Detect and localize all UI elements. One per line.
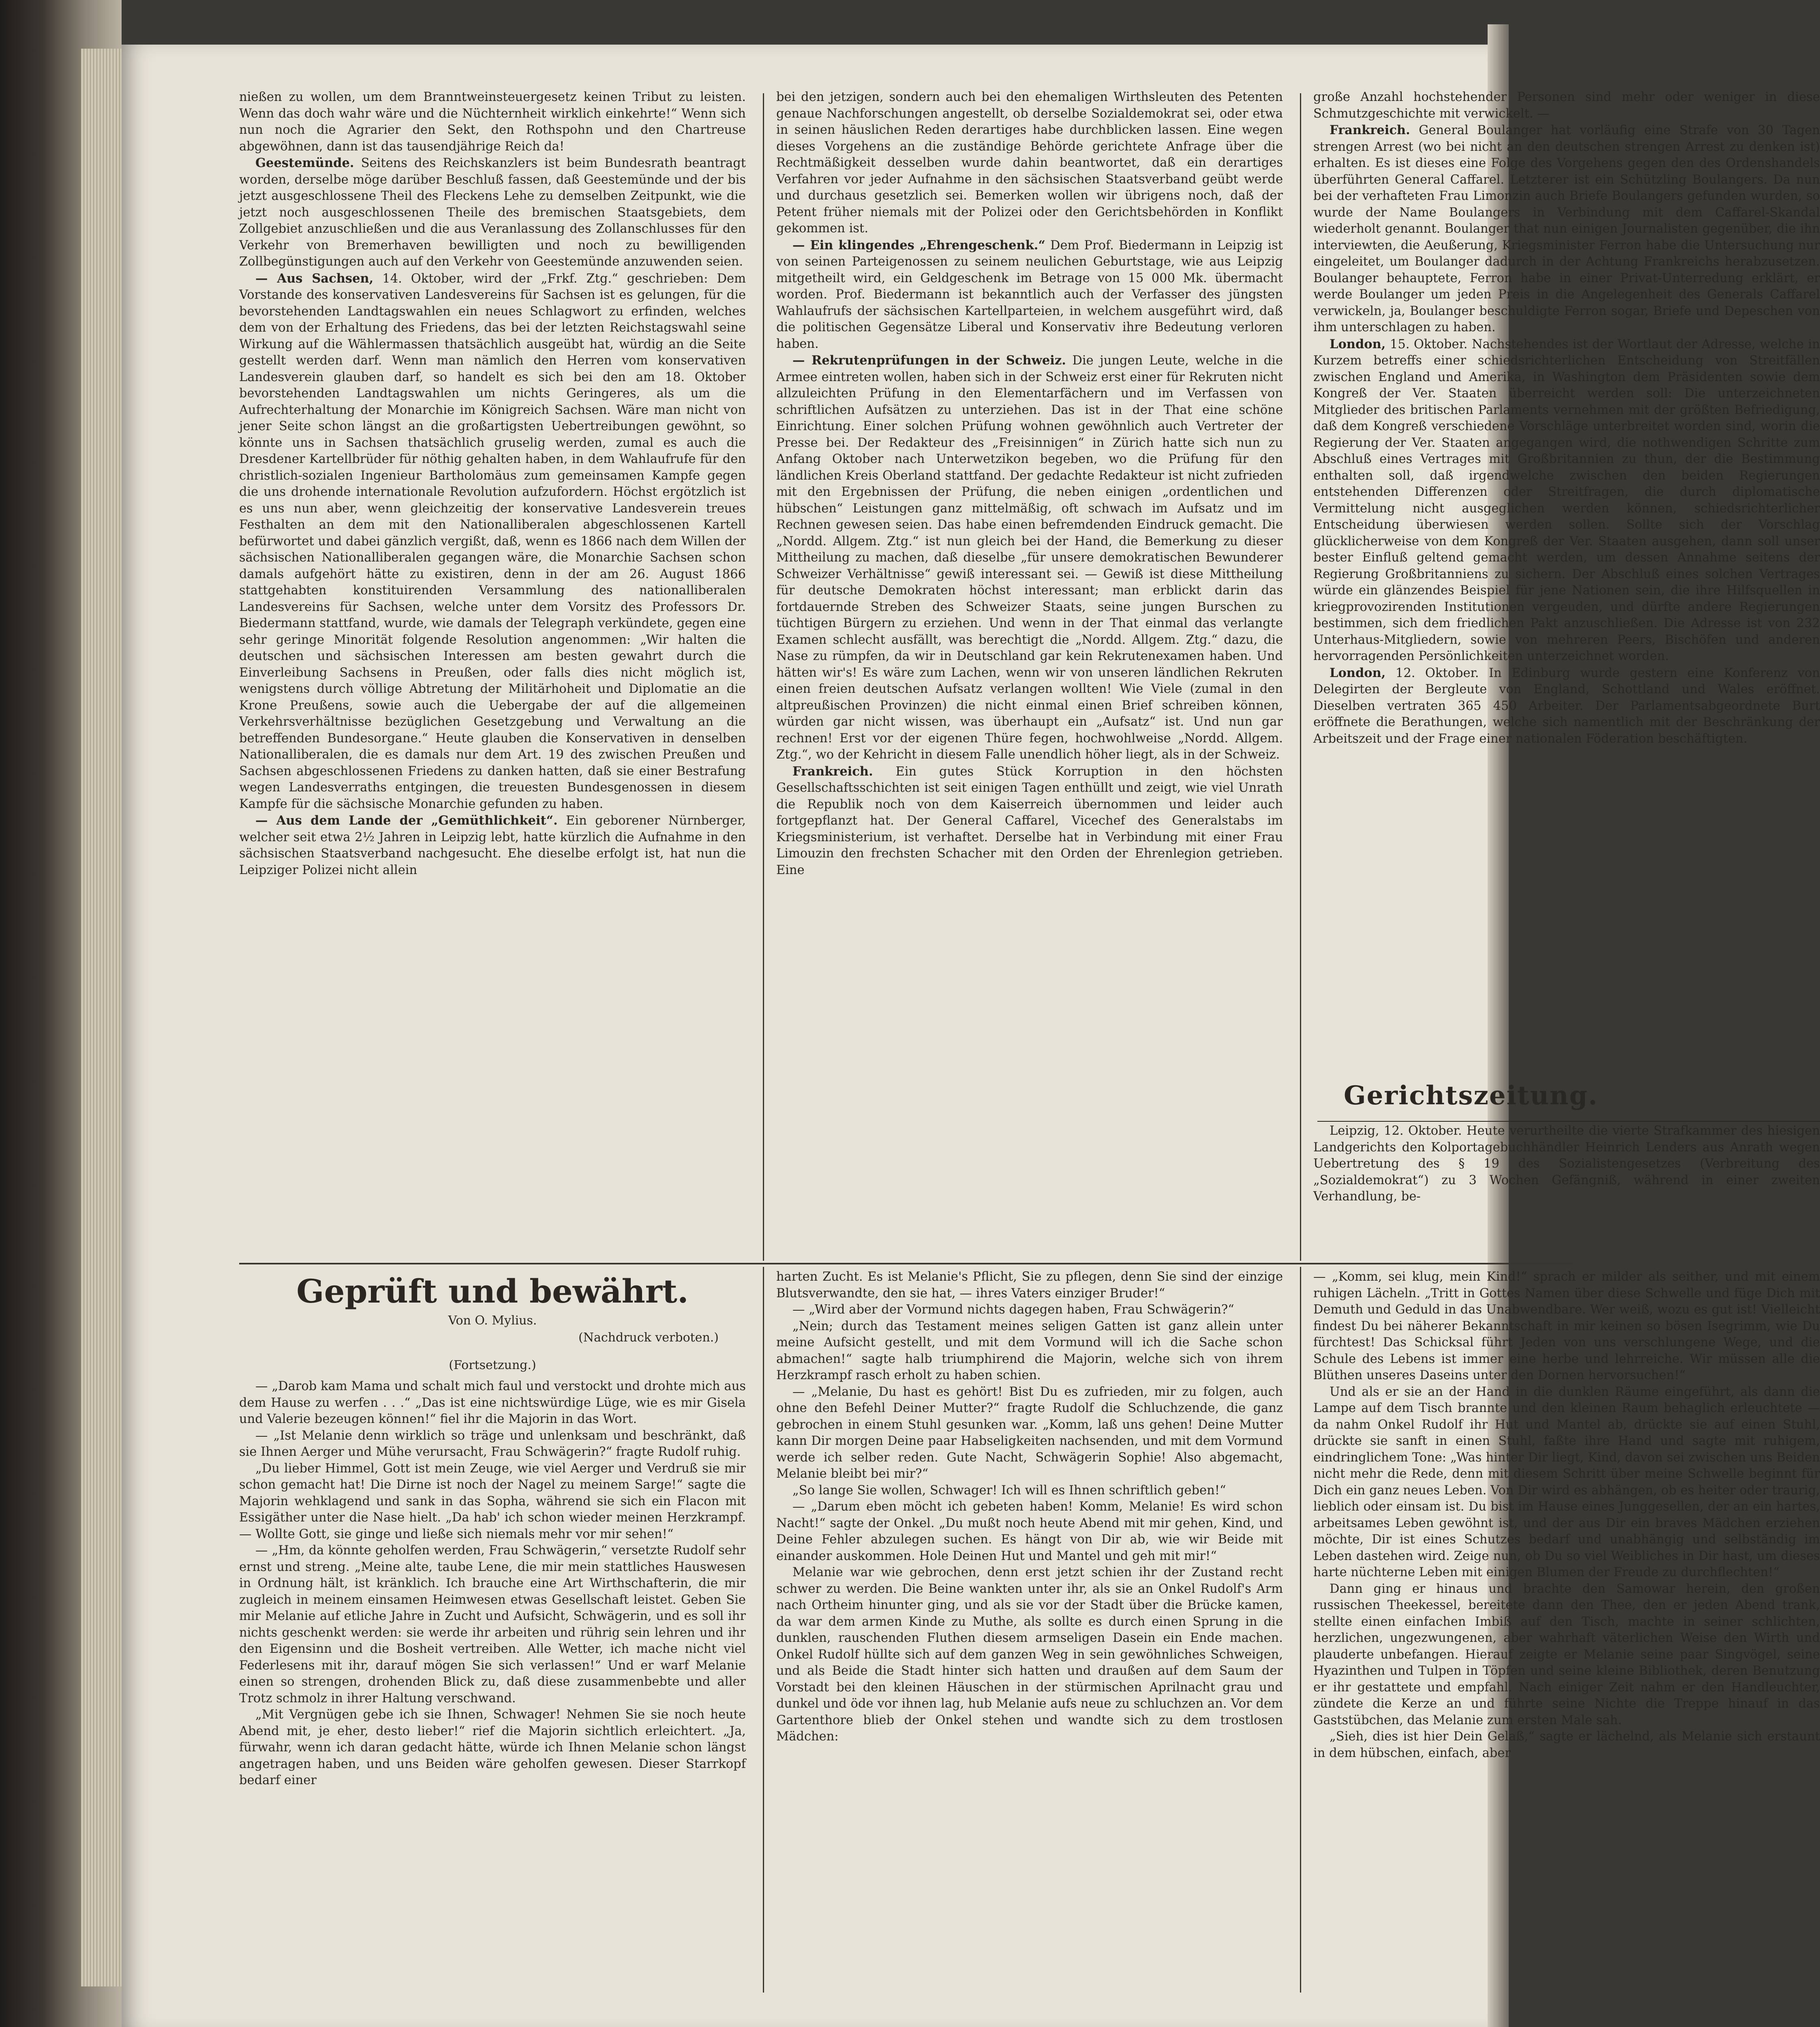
article-paragraph (1313, 89, 1820, 122)
story-column-3 (1313, 1269, 1820, 1991)
article-text: Seitens des Reichskanzlers ist beim Bundesrath beantragt worden, derselbe möge darüber Beschluß fassen, daß Geestemünde und der bis jetzt ausgeschlossene Theil des Fleckens Lehe zu demselben Zeitpunkt, wie die jetzt noch ausgeschlossenen Theile des bremischen Staatsgebiets, dem Zollgebiet anzuschließen und die aus Veranlassung des Zollanschlusses für den Verkehr von Bremerhaven bewilligten und noch zu bewilligenden Zollbegünstigungen auch auf den Verkehr von Geestemünde anzuwenden seien. (239, 156, 746, 269)
article-paragraph (776, 237, 1283, 353)
gerichtszeitung-text (1313, 1123, 1820, 1257)
article-paragraph (1313, 122, 1820, 336)
story-paragraph: Dann ging er hinaus und brachte den Samowar herein, den großen russischen Theekessel, bereitete dann den Thee, den er jeden Abend trank, stellte einen einfachen Imbiß auf den Tisch, machte in seiner schlichten, herzlichen, ungezwungenen, aber wahrhaft väterlichen Weise den Wirth und plauderte unbefangen. Hierauf zeigte er Melanie seine paar Singvögel, seine Hyazinthen und Tulpen in Töpfen und seine kleine Bibliothek, deren Benutzung er ihr gestattete und empfahl. Nach einiger Zeit nahm er den Handleuchter, zündete die Kerze an und führte seine Nichte die Treppe hinauf in das Gaststübchen, das Melanie zum ersten Male sah. (1313, 1581, 1820, 1727)
column-rule (1300, 1267, 1301, 1993)
article-text: nießen zu wollen, um dem Branntweinsteuergesetz keinen Tribut zu leisten. Wenn das doch wahr wäre und die Nüchternheit wirklich einkehrte!“ Wenn sich nun noch die Agrarier den Sekt, den Rothspohn und den Chartreuse abgewöhnen, dann ist das tausendjährige Reich da! (239, 90, 746, 154)
reprint-notice: (Nachdruck verboten.) (578, 1331, 719, 1345)
article-lead: — Rekrutenprüfungen in der Schweiz. (792, 353, 1066, 368)
gerichtszeitung-paragraph: Leipzig, 12. Oktober. Heute verurtheilte die vierte Strafkammer des hiesigen Landgerichts den Kolportagebuchhändler Heinrich Lenders aus Anrath wegen Uebertretung des § 19 des Sozialistengesetzes (Verbreitung des „Sozialdemokrat“) zu 3 Wochen Gefängniß, während in einer zweiten Verhandlung, be- (1313, 1124, 1820, 1204)
story-column-1 (239, 1378, 746, 1991)
story-paragraph: „Du lieber Himmel, Gott ist mein Zeuge, wie viel Aerger und Verdruß sie mir schon gemacht hat! Die Dirne ist noch der Nagel zu meinem Sarge!“ sagte die Majorin wehklagend und sank in das Sopha, während sie sich ein Flacon mit Essigäther unter die Nase hielt. „Da hab' ich schon wieder meinen Herzkrampf. — Wollte Gott, sie ginge und ließe sich niemals mehr vor mir sehen!“ (239, 1461, 746, 1541)
story-paragraph: — „Ist Melanie denn wirklich so träge und unlenksam und beschränkt, daß sie Ihnen Aerger und Mühe verursacht, Frau Schwägerin?“ fragte Rudolf ruhig. (239, 1428, 746, 1459)
story-paragraph: Und als er sie an der Hand in die dunklen Räume eingeführt, als dann die Lampe auf dem Tisch brannte und den kleinen Raum behaglich erleuchtete — da nahm Onkel Rudolf ihr Hut und Mantel ab, drückte sie auf einen Stuhl, drückte sie sanft in einen Stuhl, faßte ihre Hand und sagte mit ruhigem, eindringlichem Tone: „Was hinter Dir liegt, Kind, davon sei zwischen uns Beiden nicht mehr die Rede, denn mit diesem Schritt über meine Schwelle beginnt für Dich ein ganz neues Leben. Von Dir wird es abhängen, ob es heiter oder traurig, lieblich oder einsam ist. Du bist im Hause eines Junggesellen, der an ein hartes, arbeitsames Leben gewöhnt ist, und der aus Dir ein braves Mädchen erziehen möchte, Dir ist eines Schutzes bedarf und unabhängig und selbständig im Leben dastehen wird. Zeige nun, ob Du so viel Weibliches in Dir hast, um dieses harte nüchterne Leben mit einigen Blumen der Freude zu durchflechten!“ (1313, 1384, 1820, 1579)
top-column-2 (776, 89, 1283, 1257)
article-paragraph (776, 89, 1283, 237)
article-paragraph (239, 270, 746, 813)
article-paragraph (239, 89, 746, 155)
article-lead: — Aus dem Lande der „Gemüthlichkeit“. (255, 813, 558, 828)
story-paragraph: „Mit Vergnügen gebe ich sie Ihnen, Schwager! Nehmen Sie sie noch heute Abend mit, je eher, desto lieber!“ rief die Majorin sichtlich erleichtert. „Ja, fürwahr, wenn ich daran gedacht hätte, würde ich Ihnen Melanie schon längst angetragen haben, und uns Beiden wäre geholfen gewesen. Dieser Starrkopf bedarf einer (239, 1708, 746, 1787)
article-text: Dem Prof. Biedermann in Leipzig ist von seinen Parteigenossen zu seinem neulichen Geburtstage, wie aus Leipzig mitgetheilt wird, ein Geldgeschenk im Betrage von 15 000 Mk. übermacht worden. Prof. Biedermann ist bekanntlich auch der Verfasser des jüngsten Wahlaufrufs der sächsischen Kartellparteien, in welchem ausgeführt wird, daß die politischen Gegensätze Liberal und Konservativ ihre Bedeutung verloren haben. (776, 238, 1283, 351)
article-text: 15. Oktober. Nachstehendes ist der Wortlaut der Adresse, welche in Kurzem betreffs einer schiedsrichterlichen Entscheidung von Streitfällen zwischen England und Amerika, in Washington dem Präsidenten sowie dem Kongreß der Ver. Staaten überreicht werden soll: Die unterzeichneten Mitglieder des britischen Parlaments vernehmen mit der größten Befriedigung, daß dem Kongreß verschiedene Vorschläge unterbreitet worden sind, worin die Regierung der Ver. Staaten angegangen wird, die nothwendigen Schritte zum Abschluß eines Vertrages mit Großbritannien zu thun, der die Bestimmung enthalten soll, daß irgendwelche zwischen den beiden Regierungen entstehenden Differenzen oder Streitfragen, die durch diplomatische Vermittelung nicht ausgeglichen werden können, schiedsrichterlicher Entscheidung überwiesen werden sollen. Sollte sich der Vorschlag glücklicherweise von dem Kongreß der Ver. Staaten ausgehen, dann soll unser bester Einfluß geltend gemacht werden, um dessen Annahme seitens der Regierung Großbritanniens zu sichern. Der Abschluß eines solchen Vertrages würde ein glänzendes Beispiel für jene Nationen sein, die ihre Hilfsquellen in kriegprovozirenden Institutionen vergeuden, und dürfte andere Regierungen bestimmen, sich dem friedlichen Pakt anzuschließen. Die Adresse ist von 232 Unterhaus-Mitgliedern, sowie von mehreren Peers, Bischöfen und anderen hervorragenden Persönlichkeiten unterzeichnet worden. (1313, 337, 1820, 663)
article-paragraph (776, 352, 1283, 763)
article-paragraph (1313, 665, 1820, 748)
article-lead: London, (1330, 336, 1386, 351)
page-stack-edge (81, 49, 126, 1986)
article-lead: Frankreich. (792, 764, 873, 779)
story-byline: Von O. Mylius. (448, 1313, 537, 1328)
story-paragraph: — „Melanie, Du hast es gehört! Bist Du es zufrieden, mir zu folgen, auch ohne den Befehl Deiner Mutter?“ fragte Rudolf die Schluchzende, die ganz gebrochen in einem Stuhl gesunken war. „Komm, laß uns gehen! Deine Mutter kann Dir morgen Deine paar Habseligkeiten nachsenden, und mit dem Vormund werde ich selber reden. Gute Nacht, Schwägerin Sophie! Also abgemacht, Melanie bleibt bei mir?“ (776, 1384, 1283, 1481)
article-text: 12. Oktober. In Edinburg wurde gestern eine Konferenz von Delegirten der Bergleute von England, Schottland und Wales eröffnet. Dieselben vertraten 365 450 Arbeiter. Der Parlamentsabgeordnete Burt eröffnete die Berathungen, welche sich namentlich mit der Beschränkung der Arbeitszeit und der Frage einer nationalen Föderation beschäftigten. (1313, 666, 1820, 746)
story-paragraph: — „Wird aber der Vormund nichts dagegen haben, Frau Schwägerin?“ (792, 1303, 1234, 1317)
article-text: Die jungen Leute, welche in die Armee eintreten wollen, haben sich in der Schweiz erst einer für Rekruten nicht allzuleichten Prüfung in den Elementarfächern und im Verfassen von schriftlichen Aufsätzen zu unterziehen. Das ist in der That eine schöne Einrichtung. Einer solchen Prüfung wohnen gewöhnlich auch Vertreter der Presse bei. Der Redakteur des „Freisinnigen“ in Zürich hatte sich nun zu Anfang Oktober nach Unterwetzikon begeben, wo die Prüfung für den ländlichen Kreis Oberland stattfand. Der gedachte Redakteur ist nicht zufrieden mit den Ergebnissen der Prüfung, die neben einigen „ordentlichen und hübschen“ Leistungen ganz mittelmäßig, oft schwach im Aufsatz und im Rechnen gewesen seien. Das habe einen befremdenden Eindruck gemacht. Die „Nordd. Allgem. Ztg.“ ist nun gleich bei der Hand, die Bemerkung zu dieser Mittheilung zu machen, daß dieselbe „für unsere demokratischen Bewunderer Schweizer Verhältnisse“ gewiß interessant sei. — Gewiß ist diese Mittheilung für deutsche Demokraten höchst interessant; man erblickt darin das fortdauernde Streben des Schweizer Staats, seine jungen Burschen zu tüchtigen Bürgern zu erziehen. Und wenn in der That einmal das verlangte Examen schlecht ausfällt, was berechtigt die „Nordd. Allgem. Ztg.“ dazu, die Nase zu rümpfen, da wir in Deutschland gar kein Rekrutenexamen haben. Und hätten wir's! Es wäre zum Lachen, wenn wir von unseren ländlichen Rekruten einen freien deutschen Aufsatz verlangen wollten! Wie Viele (zumal in den altpreußischen Provinzen) die nicht einmal einen Brief schreiben können, würden gar nicht wissen, was überhaupt ein „Aufsatz“ ist. Und nun gar rechnen! Erst vor der eigenen Thüre fegen, hochwohlweise „Nordd. Allgem. Ztg.“, wo der Kehricht in diesem Falle unendlich höher liegt, als in der Schweiz. (776, 354, 1283, 762)
article-paragraph (239, 155, 746, 270)
article-lead: London, (1330, 665, 1386, 680)
column-rule (763, 1267, 764, 1993)
newspaper-page (122, 45, 1820, 2027)
article-text: Ein gutes Stück Korruption in den höchsten Gesellschaftsschichten ist seit einigen Tagen enthüllt und zeigt, wie viel Unrath die Republik noch von dem Kaiserreich übernommen und leider auch fortgepflanzt hat. Der General Caffarel, Vicechef des Generalstabs im Kriegsministerium, ist verhaftet. Derselbe hat in Verbindung mit einer Frau Limouzin den frechsten Schacher mit den Orden der Ehrenlegion getrieben. Eine (776, 764, 1283, 877)
continuation-note: (Fortsetzung.) (449, 1358, 536, 1372)
top-column-1 (239, 89, 746, 1257)
article-lead: Geestemünde. (255, 156, 354, 170)
story-paragraph: — „Darum eben möcht ich gebeten haben! Komm, Melanie! Es wird schon Nacht!“ sagte der Onkel. „Du mußt noch heute Abend mit mir gehen, Kind, und Deine Fehler abzulegen suchen. Es hängt von Dir ab, wie wir Beide mit einander auskommen. Hole Deinen Hut und Mantel und geh mit mir!“ (776, 1500, 1283, 1563)
article-lead: — Ein klingendes „Ehrengeschenk.“ (792, 238, 1045, 253)
gerichtszeitung-heading: Gerichtszeitung. (1344, 1080, 1598, 1111)
column-rule (763, 93, 764, 1261)
story-paragraph: — „Komm, sei klug, mein Kind!“ sprach er milder als seither, und mit einem ruhigen Lächeln. „Tritt in Gottes Namen über diese Schwelle und füge Dich mit Demuth und Geduld in das Unabwendbare. Wer weiß, wozu es gut ist! Vielleicht findest Du bei näherer Bekanntschaft in mir keinen so bösen Isegrimm, wie Du fürchtest! Das Schicksal führt Jeden von uns verschlungene Wege, und die Schule des Lebens ist immer eine herbe und lehrreiche. Wir müssen alle die Blüthen unseres Daseins unter den Dornen hervorsuchen!“ (1313, 1270, 1820, 1382)
story-paragraph: Melanie war wie gebrochen, denn erst jetzt schien ihr der Zustand recht schwer zu werden. Die Beine wankten unter ihr, als sie an Onkel Rudolf's Arm nach Ortheim hinunter ging, und als sie vor der Stadt über die Brücke kamen, da war dem armen Kinde zu Muthe, als sollte es durch einen Sprung in die dunklen, rauschenden Fluthen diesem armseligen Dasein ein Ende machen. Onkel Rudolf hüllte sich auf dem ganzen Weg in sein gewöhnliches Schweigen, und als Beide die Stadt hinter sich hatten und draußen auf dem Saum der Vorstadt bei den kleinen Häuschen in der stürmischen Aprilnacht grau und dunkel und öde vor ihnen lag, hub Melanie aufs neue zu schluchzen an. Vor dem Gartenthore blieb der Onkel stehen und wandte sich zu dem trostlosen Mädchen: (776, 1565, 1283, 1744)
article-text: 14. Oktober, wird der „Frkf. Ztg.“ geschrieben: Dem Vorstande des konservativen Landesvereins für Sachsen ist es gelungen, für die bevorstehenden Landtagswahlen ein neues Schlagwort zu erfinden, welches dem von der Erhaltung des Friedens, das bei der letzten Reichstagswahl seine Wirkung auf die Wählermassen thatsächlich ausgeübt hat, würdig an die Seite gestellt werden darf. Wenn man nämlich den Herren vom konservativen Landesverein glauben darf, so handelt es sich bei den am 18. Oktober bevorstehenden Landtagswahlen um nichts Geringeres, als um die Aufrechterhaltung der Monarchie im Königreich Sachsen. Wäre man nicht von jener Seite schon längst an die großartigsten Uebertreibungen gewöhnt, so könnte uns in Sachsen thatsächlich gruselig werden, zumal es auch die Dresdener Kartellbrüder für nöthig gehalten haben, in dem Wahlaufrufe für den christlich-sozialen Ingenieur Bartholomäus zum gemeinsamen Kampfe gegen die uns drohende internationale Revolution aufzufordern. Höchst ergötzlich ist es uns nun aber, wenn gleichzeitig der konservative Landesverein treues Festhalten an dem mit den Nationalliberalen abgeschlossenen Kartell befürwortet und dabei gänzlich vergißt, daß, wenn es 1866 nach dem Willen der sächsischen Nationalliberalen gegangen wäre, die Monarchie Sachsen schon damals aufgehört hätte zu existiren, denn in der am 26. August 1866 stattgehabten konstituirenden Versammlung des nationalliberalen Landesvereins für Sachsen, welche unter dem Vorsitz des Professors Dr. Biedermann stattfand, wurde, wie damals der Telegraph verkündete, gegen eine sehr geringe Minorität folgende Resolution angenommen: „Wir halten die deutschen und sächsischen Interessen am besten gewahrt durch die Einverleibung Sachsens in Preußen, oder falls dies nicht möglich ist, wenigstens durch völlige Abtretung der Militärhoheit und Diplomatie an die Krone Preußens, sowie auch die Uebergabe der auf die allgemeinen Verkehrsverhältnisse bezüglichen Gesetzgebung und Verwaltung an die betreffenden Bundesorgane.“ Heute glauben die Konservativen in denselben Nationalliberalen, die es damals nur dem Art. 19 des zwischen Preußen und Sachsen abgeschlossenen Friedens zu danken hatten, daß sie einer Bestrafung wegen Landesverraths entgingen, die treuesten Bundesgenossen in diesem Kampfe für die sächsische Monarchie gefunden zu haben. (239, 271, 746, 811)
article-text: General Boulanger hat vorläufig eine Strafe von 30 Tagen strengen Arrest (wo bei nicht an den deutschen strengen Arrest zu denken ist) erhalten. Es ist dieses eine Folge des Vorgehens gegen den des Ordenshandels überführten General Caffarel. Letzterer ist ein Schützling Boulangers. Da nun bei der verhafteten Frau Limonzin auch Briefe Boulangers gefunden wurden, so wurde der Name Boulangers in Verbindung mit dem Caffarel-Skandal wiederholt genannt. Boulanger that nun einigen Journalisten gegenüber, die ihn interviewten, die Aeußerung, Kriegsminister Ferron habe die Untersuchung nur eingeleitet, um Boulanger dadurch in der Achtung Frankreichs herabzusetzen. Boulanger behauptete, Ferron habe in einer Privat-Unterredung erklärt, er werde Boulanger um jeden Preis in die Angelegenheit des Generals Caffarel verwickeln, ja, Boulanger beschuldigte Ferron sogar, Briefe und Depeschen von ihm unterschlagen zu haben. (1313, 123, 1820, 334)
article-paragraph (1313, 336, 1820, 665)
article-lead: Frankreich. (1330, 123, 1410, 137)
article-paragraph (239, 812, 746, 879)
top-column-3 (1313, 89, 1820, 997)
article-text: Ein geborener Nürnberger, welcher seit etwa 2½ Jahren in Leipzig lebt, hatte kürzlich die Aufnahme in den sächsischen Staatsverband nachgesucht. Ehe dieselbe erfolgt ist, hat nun die Leipziger Polizei nicht allein (239, 814, 746, 877)
story-title: Geprüft und bewährt. (296, 1272, 689, 1310)
story-paragraph: — „Darob kam Mama und schalt mich faul und verstockt und drohte mich aus dem Hause zu werfen . . .“ „Das ist eine nichtswürdige Lüge, wie es mir Gisela und Valerie bezeugen können!“ fiel ihr die Majorin in das Wort. (239, 1379, 746, 1426)
story-paragraph: „Nein; durch das Testament meines seligen Gatten ist ganz allein unter meine Aufsicht gestellt, und mit dem Vormund will ich die Sache schon abmachen!“ sagte halb triumphirend die Majorin, welche sich von ihrem Herzkrampf rasch erholt zu haben schien. (776, 1319, 1283, 1382)
article-text: große Anzahl hochstehender Personen sind mehr oder weniger in diese Schmutzgeschichte mit verwickelt. — (1313, 90, 1820, 121)
article-text: bei den jetzigen, sondern auch bei den ehemaligen Wirthsleuten des Petenten genaue Nachforschungen angestellt, ob derselbe Sozialdemokrat sei, oder etwa in seinen häuslichen Reden derartiges habe durchblicken lassen. Eine wegen dieses Vorgehens an die zuständige Behörde gerichtete Anfrage über die Rechtmäßigkeit desselben wurde dahin beantwortet, daß ein derartiges Verfahren vor jeder Aufnahme in den sächsischen Staatsverband geübt werde und durchaus gesetzlich sei. Bemerken wollen wir übrigens noch, daß der Petent früher niemals mit der Polizei oder den Gerichtsbehörden in Konflikt gekommen ist. (776, 90, 1283, 236)
story-column-2 (776, 1269, 1283, 1991)
story-paragraph: harten Zucht. Es ist Melanie's Pflicht, Sie zu pflegen, denn Sie sind der einzige Blutsverwandte, den sie hat, — ihres Vaters einziger Bruder!“ (776, 1270, 1283, 1301)
column-rule (1300, 93, 1301, 1261)
story-paragraph: „So lange Sie wollen, Schwager! Ich will es Ihnen schriftlich geben!“ (792, 1483, 1226, 1498)
article-paragraph (776, 763, 1283, 879)
section-divider (239, 1263, 1573, 1264)
article-lead: — Aus Sachsen, (255, 271, 374, 286)
story-paragraph: — „Hm, da könnte geholfen werden, Frau Schwägerin,“ versetzte Rudolf sehr ernst und streng. „Meine alte, taube Lene, die mir mein stattliches Hauswesen in Ordnung hält, ist kränklich. Ich brauche eine Art Wirthschafterin, die mir zugleich in meinem einsamen Heimwesen etwas Gesellschaft leistet. Geben Sie mir Melanie auf etliche Jahre in Zucht und Aufsicht, Schwägerin, und es soll ihr nichts geschenkt werden: sie werde ihr arbeiten und rührig sein lehren und ihr den Eigensinn und die Bosheit vertreiben. Alle Wetter, ich mache nicht viel Federlesens mit ihr, darauf mögen Sie sich verlassen!“ Und er warf Melanie einen so strengen, drohenden Blick zu, daß diese zusammenbebte und aller Trotz schmolz in ihrer Haltung verschwand. (239, 1543, 746, 1706)
story-paragraph: „Sieh, dies ist hier Dein Gelaß,“ sagte er lächelnd, als Melanie sich erstaunt in dem hübschen, einfach, aber (1313, 1729, 1820, 1760)
heading-rule (1317, 1121, 1820, 1122)
